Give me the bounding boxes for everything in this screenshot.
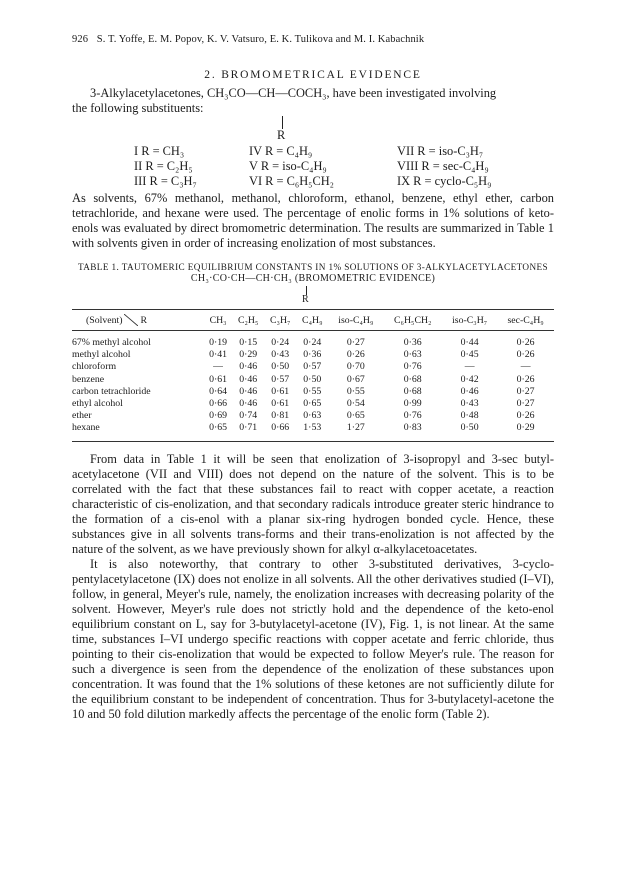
value-cell: 0·65: [303, 398, 322, 410]
value-cell: 0·46: [239, 398, 258, 410]
running-head: [72, 34, 554, 45]
corner-solvent-label: (Solvent): [86, 315, 123, 326]
value-cell: 0·19: [209, 337, 228, 348]
substituent-item: V R = iso-C₄H₉: [249, 159, 327, 173]
structure-branch: [72, 102, 554, 142]
value-cell: 0·44: [460, 337, 479, 348]
value-cell: 0·26: [516, 337, 535, 348]
value-cell: 0·24: [271, 337, 290, 348]
column-header: iso-C₄H₉: [328, 310, 383, 331]
value-cell: 0·83: [383, 422, 442, 441]
solvent-cell: ethyl alcohol: [72, 398, 123, 410]
value-cell: 0·57: [303, 361, 322, 373]
equilibrium-table: [72, 309, 554, 442]
table-corner-header: [72, 310, 204, 331]
value-cell: 0·48: [460, 410, 479, 422]
value-cell: 0·15: [239, 337, 258, 348]
column-header: C₃H₇: [264, 310, 296, 331]
table-row: [72, 361, 554, 373]
value-cell: 0·42: [460, 373, 479, 385]
table-header-row: [72, 310, 554, 331]
value-cell: 0·65: [204, 422, 232, 441]
value-cell: 0·50: [442, 422, 497, 441]
table-row: [72, 349, 554, 361]
table-row: [72, 398, 554, 410]
value-cell: 0·57: [271, 373, 290, 385]
substituent-item: VII R = iso-C₃H₇: [397, 144, 484, 158]
intro-line-2: the following substituents:: [72, 101, 204, 115]
paragraph-discussion: From data in Table 1 it will be seen that enolization of 3-isopropyl and 3-sec butyl-acetylacetone (VII and VIII) does not depend on the nature of the solvent. This is to be correlated with the fact that these substances fail to react with copper acetate, a reaction characteristic of cis-enolization, and that secondary radicals introduce greater steric hindrance to the formation of a cis-enol with a planar six-ring hydrogen bonded cycle. Hence, these substances give in all solvents trans-forms and their trans-enolization is not affected by the nature of the solvent, as we have previously shown for alkyl α-alkylacetoacetates.: [72, 451, 554, 556]
value-cell: 0·66: [264, 422, 296, 441]
table-row: [72, 331, 554, 350]
value-cell: 0·36: [403, 337, 422, 348]
substituent-item: IX R = cyclo-C₅H₉: [397, 174, 492, 188]
value-cell: 0·81: [271, 410, 290, 422]
column-header: C₆H₅CH₂: [383, 310, 442, 331]
paragraph-solvents: As solvents, 67% methanol, methanol, chloroform, ethanol, benzene, ethyl ether, carbon tetrachloride, and hexane were used. The percentage of enolic forms in 1% solutions of keto-enols was evaluated by direct bromometric determination. The results are summarized in Table 1 with solvents given in order of increasing enolization of most substances.: [72, 191, 554, 250]
solvent-cell: 67% methyl alcohol: [72, 337, 151, 348]
value-cell: 0·66: [209, 398, 228, 410]
value-cell: 0·46: [239, 385, 258, 397]
value-cell: 0·67: [346, 373, 365, 385]
value-cell: 0·26: [516, 373, 535, 385]
substituent-item: VIII R = sec-C₄H₉: [397, 159, 489, 173]
value-cell: 0·27: [346, 337, 365, 348]
table-caption: TABLE 1. TAUTOMERIC EQUILIBRIUM CONSTANTS IN 1% SOLUTIONS OF 3-ALKYLACETYLACETONES: [77, 262, 549, 272]
value-cell: 0·29: [497, 422, 554, 441]
solvent-cell: carbon tetrachloride: [72, 385, 151, 397]
table-row: [72, 422, 554, 441]
substituent-item: IV R = C₄H₉: [249, 144, 313, 158]
value-cell: 0·68: [403, 373, 422, 385]
column-header: CH₃: [204, 310, 232, 331]
table-formula: CH₃·CO·CH—CH·CH₃ (BROMOMETRIC EVIDENCE): [190, 273, 436, 284]
value-cell: 0·50: [271, 361, 290, 373]
value-cell: 0·64: [209, 385, 228, 397]
value-cell: 0·54: [346, 398, 365, 410]
document-page: [72, 34, 554, 722]
value-cell: 0·46: [460, 385, 479, 397]
value-cell: 0·61: [209, 373, 228, 385]
value-cell: 0·61: [271, 398, 290, 410]
value-cell: 0·65: [346, 410, 365, 422]
value-cell: 0·61: [271, 385, 290, 397]
solvent-cell: chloroform: [72, 361, 117, 373]
value-cell: 1·27: [328, 422, 383, 441]
value-cell: 0·68: [403, 385, 422, 397]
value-cell: 0·29: [239, 349, 258, 361]
solvent-cell: ether: [72, 410, 92, 422]
solvent-cell: benzene: [72, 373, 105, 385]
value-cell: 0·74: [239, 410, 258, 422]
value-cell: —: [213, 361, 223, 373]
value-cell: 0·24: [303, 337, 322, 348]
value-cell: 0·45: [460, 349, 479, 361]
page-number: 926: [72, 34, 89, 45]
diagonal-divider-icon: [124, 314, 138, 326]
value-cell: 0·99: [403, 398, 422, 410]
value-cell: 0·70: [346, 361, 365, 373]
value-cell: 0·55: [303, 385, 322, 397]
value-cell: 0·46: [239, 373, 258, 385]
column-header: sec-C₄H₉: [497, 310, 554, 331]
value-cell: 0·36: [303, 349, 322, 361]
value-cell: 0·41: [209, 349, 228, 361]
value-cell: 0·71: [232, 422, 264, 441]
value-cell: 0·26: [516, 349, 535, 361]
column-header: C₄H₉: [296, 310, 328, 331]
value-cell: 0·43: [460, 398, 479, 410]
solvent-cell: methyl alcohol: [72, 349, 131, 361]
value-cell: 0·27: [516, 398, 535, 410]
value-cell: 1·53: [296, 422, 328, 441]
value-cell: 0·26: [346, 349, 365, 361]
value-cell: 0·69: [209, 410, 228, 422]
value-cell: 0·46: [239, 361, 258, 373]
value-cell: 0·43: [271, 349, 290, 361]
value-cell: —: [520, 361, 531, 373]
substituent-list: [134, 144, 554, 189]
table-row: [72, 410, 554, 422]
corner-r-label: R: [140, 315, 148, 326]
solvent-cell: hexane: [72, 422, 204, 441]
substituent-item: III R = C₃H₇: [134, 174, 197, 188]
value-cell: 0·63: [403, 349, 422, 361]
value-cell: 0·63: [303, 410, 322, 422]
value-cell: 0·76: [403, 410, 422, 422]
value-cell: 0·27: [516, 385, 535, 397]
section-title: 2. BROMOMETRICAL EVIDENCE: [204, 69, 422, 81]
table-formula-branch: [72, 285, 554, 305]
formula-r-label: R: [302, 294, 309, 305]
intro-line-1: 3-Alkylacetylacetones, CH₃CO—CH—COCH₃, have been investigated involving: [90, 86, 497, 100]
value-cell: 0·26: [516, 410, 535, 422]
substituent-item: I R = CH₃: [134, 144, 185, 158]
structure-r-label: R: [277, 128, 286, 142]
paragraph-meyers-rule: It is also noteworthy, that contrary to other 3-substituted derivatives, 3-cyclo-pentylacetylacetone (IX) does not enolize in all solvents. All the other derivatives studied (I–VI), follow, in general, Meyer's rule, namely, the enolization increases with decreasing polarity of the solvent. However, Meyer's rule does not strictly hold and the dependence of the keto-enol equilibrium constant on L, say for 3-butylacetyl-acetone (IV), Fig. 1, is not linear. At the same time, substances I–VI undergo specific reactions with copper acetate and ferric chloride, thus pointing to their cis-enolization that would be expected to follow Meyer's rule. The reason for such a divergence is seen from the dependence of the enolization of these substances upon concentration. It was found that the 1% solutions of these ketones are not sufficiently dilute for the equilibrium constant to be independent of concentration. Thus for 3-butylacetyl-acetone the 10 and 50 fold dilution markedly affects the percentage of the enolic form (Table 2).: [72, 556, 554, 721]
value-cell: —: [464, 361, 475, 373]
value-cell: 0·50: [303, 373, 322, 385]
value-cell: 0·76: [403, 361, 422, 373]
table-row: [72, 374, 554, 386]
authors-line: S. T. Yoffe, E. M. Popov, K. V. Vatsuro, E. K. Tulikova and M. I. Kabachnik: [96, 34, 425, 45]
substituent-item: VI R = C₆H₅CH₂: [249, 174, 335, 188]
column-header: C₂H₅: [232, 310, 264, 331]
column-header: iso-C₃H₇: [442, 310, 497, 331]
substituent-item: II R = C₂H₅: [134, 159, 193, 173]
value-cell: 0·55: [346, 385, 365, 397]
table-row: [72, 386, 554, 398]
